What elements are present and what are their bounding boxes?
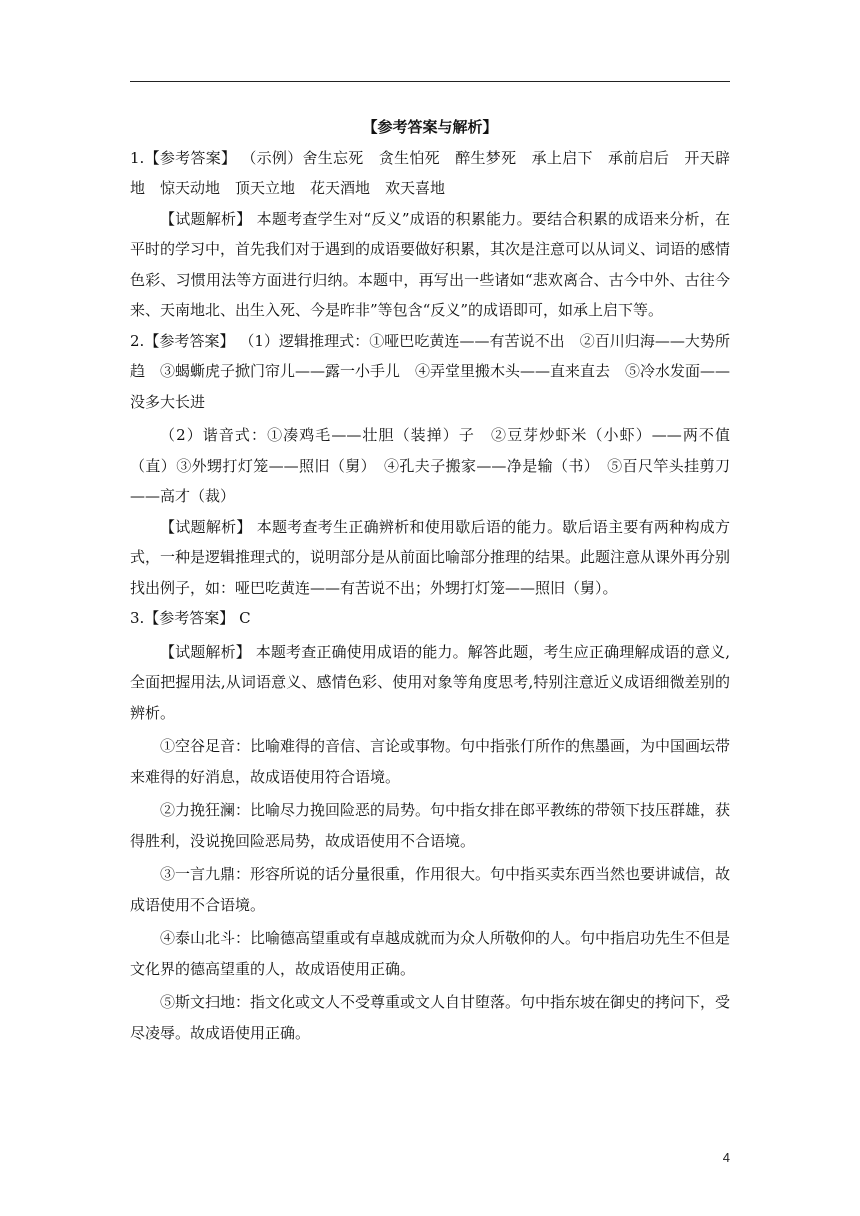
analysis-3-item-4: ④泰山北斗：比喻德高望重或有卓越成就而为众人所敬仰的人。句中指启功先生不但是文化界的德高望重的人，故成语使用正确。 [130,929,731,978]
section-title: 【参考答案与解析】 [362,118,498,136]
analysis-3: 【试题解析】 本题考查正确使用成语的能力。解答此题，考生应正确理解成语的意义,全面把握用法,从词语意义、感情色彩、使用对象等角度思考,特别注意近义成语细微差别的辨析。 [130,642,730,722]
analysis-3-item-5: ⑤斯文扫地：指文化或文人不受尊重或文人自甘堕落。句中指东坡在御史的拷问下，受尽凌辱。故成语使用正确。 [130,993,731,1042]
answer-1: 1.【参考答案】 （示例）舍生忘死 贪生怕死 醉生梦死 承上启下 承前启后 开天辟地 惊天动地 顶天立地 花天酒地 欢天喜地 [130,148,730,197]
document-body [130,112,730,1048]
answer-2: 2.【参考答案】 （1）逻辑推理式：①哑巴吃黄连——有苦说不出 ②百川归海——大势所趋 ③蝎蟖虎子掀门帘儿——露一小手儿 ④弄堂里搬木头——直来直去 ⑤冷水发面——没多大长进 [130,331,731,411]
analysis-3-item-1: ①空谷足音：比喻难得的音信、言论或事物。句中指张仃所作的焦墨画，为中国画坛带来难得的好消息，故成语使用符合语境。 [130,737,731,786]
analysis-2: 【试题解析】 本题考查考生正确辨析和使用歇后语的能力。歇后语主要有两种构成方式，一种是逻辑推理式的，说明部分是从前面比喻部分推理的结果。此题注意从课外再分别找出例子，如：哑巴吃黄连——有苦说不出；外甥打灯笼——照旧（舅）。 [130,517,731,597]
page-number: 4 [722,1150,730,1165]
analysis-3-item-3: ③一言九鼎：形容所说的话分量很重，作用很大。句中指买卖东西当然也要讲诚信，故成语使用不合语境。 [130,865,731,914]
answer-3: 3.【参考答案】 C [130,609,251,627]
analysis-1: 【试题解析】 本题考查学生对“反义”成语的积累能力。要结合积累的成语来分析，在平时的学习中，首先我们对于遇到的成语要做好积累，其次是注意可以从词义、词语的感情色彩、习惯用法等方面进行归纳。本题中，再写出一些诸如“悲欢离合、古今中外、古往今来、天南地北、出生入死、今是昨非”等包含“反义”的成语即可，如承上启下等。 [130,209,731,319]
answer-2-part-2: （2）谐音式：①凑鸡毛——壮胆（装掸）子 ②豆芽炒虾米（小虾）——两不值（直）③外甥打灯笼——照旧（舅） ④孔夫子搬家——净是输（书） ⑤百尺竿头挂剪刀——高才（裁） [130,426,730,505]
header-rule [130,81,730,82]
analysis-3-item-2: ②力挽狂澜：比喻尽力挽回险恶的局势。句中指女排在郎平教练的带领下技压群雄，获得胜利，没说挽回险恶局势，故成语使用不合语境。 [130,801,731,850]
